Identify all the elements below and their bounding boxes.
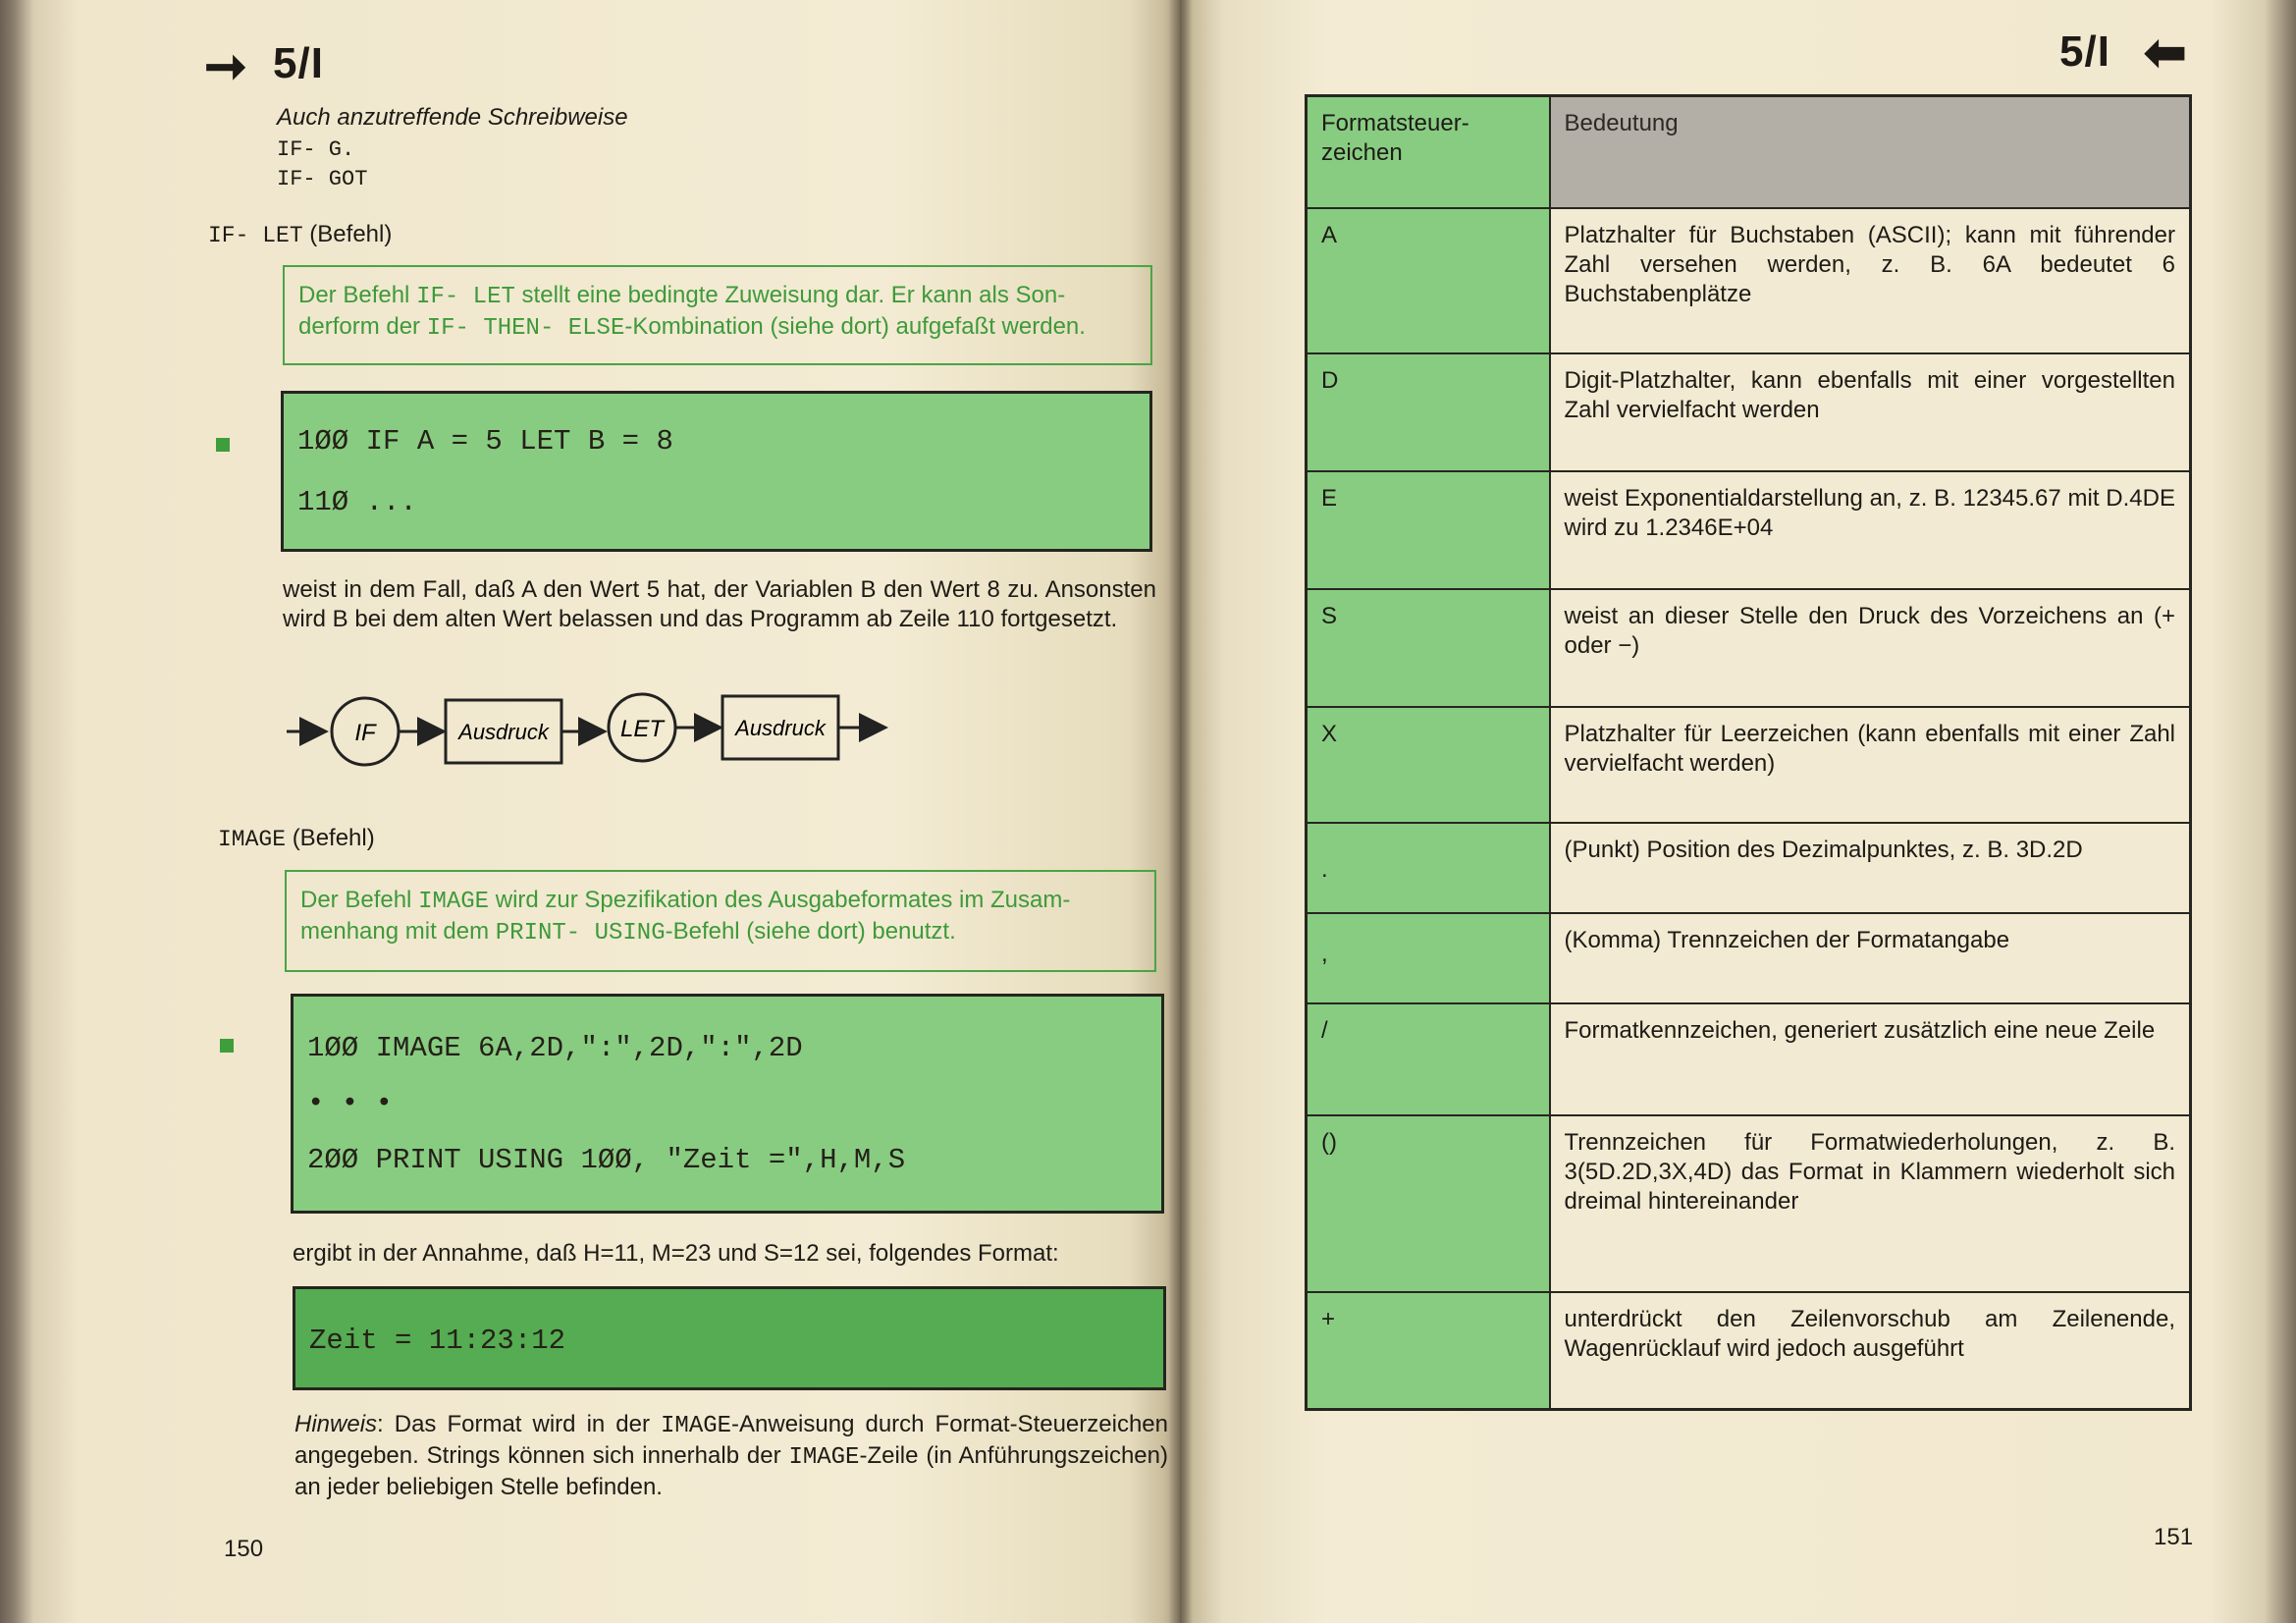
meaning-cell: weist an dieser Stelle den Druck des Vorzeichens an (+ oder −)	[1550, 589, 2191, 707]
meaning-cell: Platzhalter für Buchstaben (ASCII); kann mit führender Zahl versehen werden, z. B. 6A bedeutet 6 Buchstabenplätze	[1550, 208, 2191, 353]
format-char-cell: X	[1307, 707, 1550, 823]
meaning-cell: (Komma) Trennzeichen der Formatangabe	[1550, 913, 2191, 1003]
if-let-code-block	[281, 391, 1152, 552]
meaning-cell: Trennzeichen für Formatwiederholungen, z. B. 3(5D.2D,3X,4D) das Format in Klammern wiederholt sich dreimal hintereinander	[1550, 1115, 2191, 1292]
if-let-syntax-diagram	[285, 692, 913, 771]
def-text: Der Befehl	[300, 887, 419, 913]
section-heading-left: 5/I	[273, 39, 324, 87]
note-text: : Das Format wird in der	[377, 1411, 662, 1437]
table-row	[1307, 353, 2191, 471]
def-text: wird zur Spezifikation des Ausgabeformates im Zusam-	[489, 887, 1071, 913]
if-let-definition	[283, 265, 1152, 365]
image-heading	[218, 825, 375, 852]
note-keyword: IMAGE	[788, 1444, 860, 1471]
right-arrow-icon: ➞	[204, 38, 247, 95]
format-char-cell: .	[1307, 823, 1550, 913]
note-text: -Zeile (in Anführungszeichen) an jeder beliebigen Stelle befinden.	[294, 1442, 1168, 1500]
meaning-cell: Platzhalter für Leerzeichen (kann ebenfalls mit einer Zahl vervielfacht werden)	[1550, 707, 2191, 823]
format-char-cell: D	[1307, 353, 1550, 471]
diagram-if-node: IF	[354, 720, 376, 746]
format-char-cell: /	[1307, 1003, 1550, 1115]
book-gutter-shadow	[1168, 0, 1192, 1623]
meaning-cell: unterdrückt den Zeilenvorschub am Zeilenende, Wagenrücklauf wird jedoch ausgeführt	[1550, 1292, 2191, 1410]
if-let-type: (Befehl)	[309, 221, 393, 247]
table-row	[1307, 589, 2191, 707]
def-keyword: IF- LET	[416, 284, 515, 310]
format-char-cell: ()	[1307, 1115, 1550, 1292]
green-square-bullet-icon	[220, 1039, 234, 1053]
table-row	[1307, 913, 2191, 1003]
code-line: 1ØØ IF A = 5 LET B = 8	[297, 425, 673, 458]
left-arrow-icon: ⬅	[2144, 25, 2187, 81]
table-row	[1307, 1292, 2191, 1410]
meaning-cell: Formatkennzeichen, generiert zusätzlich eine neue Zeile	[1550, 1003, 2191, 1115]
if-let-heading	[208, 221, 392, 248]
def-text: Der Befehl	[298, 282, 417, 308]
code-line: 1ØØ IMAGE 6A,2D,":",2D,":",2D	[307, 1032, 803, 1064]
def-text: stellt eine bedingte Zuweisung dar. Er kann als Son-	[514, 282, 1066, 308]
table-header-meaning: Bedeutung	[1550, 96, 2191, 208]
if-let-keyword: IF- LET	[208, 223, 303, 248]
note-label: Hinweis	[294, 1411, 378, 1437]
table-row	[1307, 208, 2191, 353]
format-char-cell: ,	[1307, 913, 1550, 1003]
output-line: Zeit = 11:23:12	[309, 1325, 566, 1357]
page-number-left: 150	[224, 1536, 264, 1562]
meaning-cell: Digit-Platzhalter, kann ebenfalls mit einer vorgestellten Zahl vervielfacht werden	[1550, 353, 2191, 471]
code-line: 2ØØ PRINT USING 1ØØ, "Zeit =",H,M,S	[307, 1144, 906, 1176]
image-note	[294, 1410, 1168, 1502]
def-keyword: PRINT- USING	[495, 920, 666, 947]
image-result-intro: ergibt in der Annahme, daß H=11, M=23 und S=12 sei, folgendes Format:	[293, 1240, 1059, 1267]
def-text: menhang mit dem	[300, 918, 496, 945]
image-result-output	[293, 1286, 1166, 1390]
table-row	[1307, 1115, 2191, 1292]
format-char-cell: A	[1307, 208, 1550, 353]
diagram-expression-node: Ausdruck	[735, 716, 826, 740]
format-char-cell: +	[1307, 1292, 1550, 1410]
green-square-bullet-icon	[216, 438, 230, 452]
page-number-right: 151	[2154, 1524, 2194, 1550]
image-code-block	[291, 994, 1164, 1214]
alt-spelling-1: IF- G.	[277, 137, 355, 162]
image-type: (Befehl)	[292, 825, 375, 851]
alt-spelling-label: Auch anzutreffende Schreibweise	[277, 104, 628, 131]
image-definition	[285, 870, 1156, 972]
code-line: 11Ø ...	[297, 486, 417, 518]
def-keyword: IMAGE	[418, 889, 490, 915]
def-text: derform der	[298, 313, 427, 340]
table-row	[1307, 707, 2191, 823]
table-header-format-char: Formatsteuer-zeichen	[1307, 96, 1550, 208]
def-keyword: IF- THEN- ELSE	[426, 315, 625, 342]
alt-spelling-2: IF- GOT	[277, 167, 368, 191]
table-row	[1307, 471, 2191, 589]
diagram-expression-node: Ausdruck	[458, 720, 549, 744]
table-row	[1307, 1003, 2191, 1115]
def-text: -Kombination (siehe dort) aufgefaßt werden.	[624, 313, 1086, 340]
format-char-cell: E	[1307, 471, 1550, 589]
note-text: -Anweisung durch Format-Steuerzeichen angegeben. Strings können sich innerhalb der	[294, 1411, 1168, 1469]
image-keyword: IMAGE	[218, 827, 287, 852]
right-page	[1180, 0, 2296, 1623]
format-char-cell: S	[1307, 589, 1550, 707]
meaning-cell: (Punkt) Position des Dezimalpunktes, z. B. 3D.2D	[1550, 823, 2191, 913]
table-header-row	[1307, 96, 2191, 208]
note-keyword: IMAGE	[661, 1413, 732, 1439]
section-heading-right: 5/I	[2059, 27, 2110, 76]
meaning-cell: weist Exponentialdarstellung an, z. B. 12345.67 mit D.4DE wird zu 1.2346E+04	[1550, 471, 2191, 589]
if-let-explanation: weist in dem Fall, daß A den Wert 5 hat, der Variablen B den Wert 8 zu. Ansonsten wird B bei dem alten Wert belassen und das Programm ab Zeile 110 fortgesetzt.	[283, 576, 1156, 632]
format-table	[1305, 94, 2192, 1411]
def-text: -Befehl (siehe dort) benutzt.	[665, 918, 956, 945]
code-line: • • •	[307, 1087, 394, 1119]
table-row	[1307, 823, 2191, 913]
diagram-let-node: LET	[619, 716, 665, 742]
